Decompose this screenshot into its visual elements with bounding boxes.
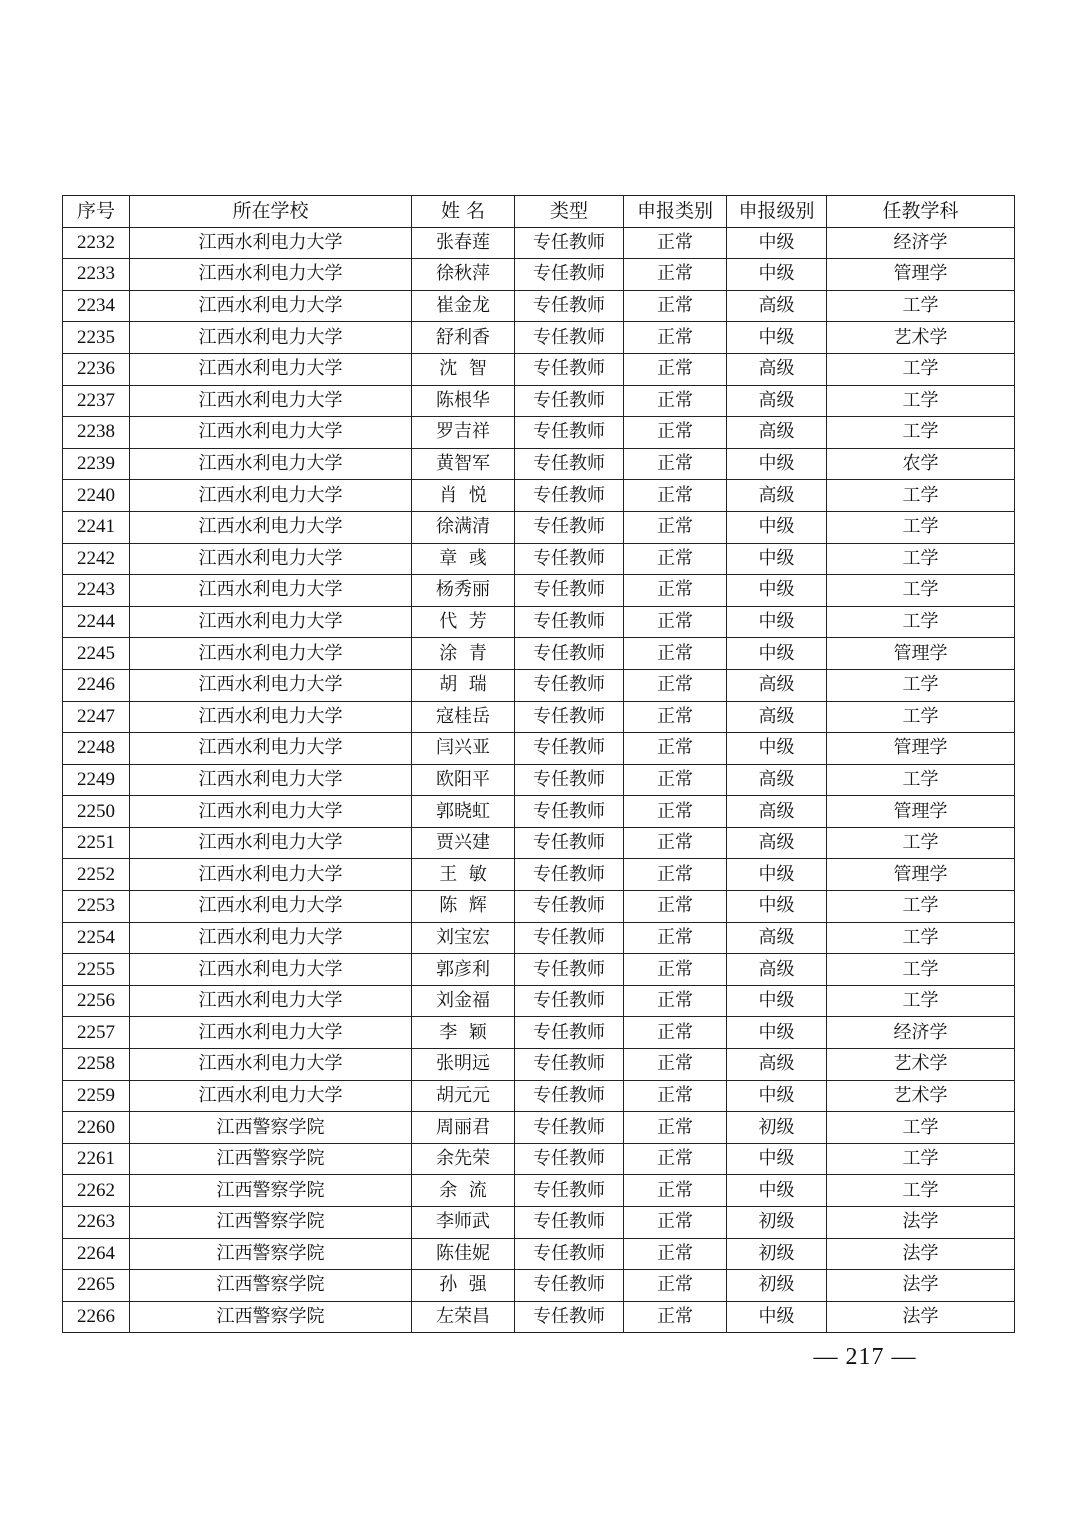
cell-apply-category: 正常: [624, 417, 727, 449]
cell-school: 江西水利电力大学: [130, 1017, 412, 1049]
cell-seq: 2248: [63, 733, 130, 765]
cell-school: 江西水利电力大学: [130, 638, 412, 670]
cell-subject: 工学: [827, 669, 1015, 701]
cell-name: 左荣昌: [412, 1301, 515, 1333]
cell-subject: 工学: [827, 764, 1015, 796]
cell-apply-category: 正常: [624, 353, 727, 385]
cell-subject: 农学: [827, 448, 1015, 480]
cell-name: 郭晓虹: [412, 796, 515, 828]
cell-type: 专任教师: [515, 891, 624, 923]
cell-name: 孙 强: [412, 1270, 515, 1302]
cell-name: 崔金龙: [412, 290, 515, 322]
cell-school: 江西水利电力大学: [130, 1049, 412, 1081]
cell-seq: 2255: [63, 954, 130, 986]
cell-school: 江西警察学院: [130, 1112, 412, 1144]
cell-apply-category: 正常: [624, 1080, 727, 1112]
cell-school: 江西水利电力大学: [130, 985, 412, 1017]
cell-type: 专任教师: [515, 417, 624, 449]
cell-school: 江西水利电力大学: [130, 480, 412, 512]
table-row: [63, 1080, 1015, 1112]
header-apply-level: 申报级别: [727, 196, 827, 228]
cell-seq: 2252: [63, 859, 130, 891]
cell-seq: 2266: [63, 1301, 130, 1333]
cell-name: 陈根华: [412, 385, 515, 417]
cell-apply-level: 中级: [727, 859, 827, 891]
cell-type: 专任教师: [515, 1017, 624, 1049]
cell-apply-category: 正常: [624, 638, 727, 670]
cell-apply-level: 中级: [727, 1143, 827, 1175]
table-row: [63, 827, 1015, 859]
cell-type: 专任教师: [515, 606, 624, 638]
table-row: [63, 575, 1015, 607]
cell-school: 江西水利电力大学: [130, 259, 412, 291]
cell-name: 张春莲: [412, 227, 515, 259]
cell-school: 江西水利电力大学: [130, 954, 412, 986]
cell-subject: 工学: [827, 1175, 1015, 1207]
cell-apply-category: 正常: [624, 796, 727, 828]
cell-apply-category: 正常: [624, 227, 727, 259]
cell-apply-category: 正常: [624, 1301, 727, 1333]
cell-name: 李师武: [412, 1207, 515, 1239]
cell-seq: 2265: [63, 1270, 130, 1302]
cell-seq: 2244: [63, 606, 130, 638]
cell-apply-level: 高级: [727, 922, 827, 954]
table-row: [63, 385, 1015, 417]
cell-type: 专任教师: [515, 638, 624, 670]
cell-apply-level: 初级: [727, 1207, 827, 1239]
cell-type: 专任教师: [515, 543, 624, 575]
cell-type: 专任教师: [515, 322, 624, 354]
cell-name: 杨秀丽: [412, 575, 515, 607]
cell-apply-level: 初级: [727, 1270, 827, 1302]
cell-seq: 2260: [63, 1112, 130, 1144]
cell-school: 江西水利电力大学: [130, 543, 412, 575]
cell-type: 专任教师: [515, 1112, 624, 1144]
cell-apply-level: 高级: [727, 353, 827, 385]
cell-school: 江西水利电力大学: [130, 227, 412, 259]
cell-type: 专任教师: [515, 1270, 624, 1302]
cell-school: 江西水利电力大学: [130, 575, 412, 607]
cell-name: 肖 悦: [412, 480, 515, 512]
cell-name: 余先荣: [412, 1143, 515, 1175]
cell-type: 专任教师: [515, 1175, 624, 1207]
cell-school: 江西警察学院: [130, 1238, 412, 1270]
cell-name: 闫兴亚: [412, 733, 515, 765]
cell-school: 江西水利电力大学: [130, 511, 412, 543]
cell-type: 专任教师: [515, 385, 624, 417]
cell-apply-category: 正常: [624, 290, 727, 322]
cell-seq: 2243: [63, 575, 130, 607]
cell-type: 专任教师: [515, 827, 624, 859]
cell-seq: 2239: [63, 448, 130, 480]
cell-apply-level: 高级: [727, 417, 827, 449]
cell-seq: 2253: [63, 891, 130, 923]
table-row: [63, 543, 1015, 575]
cell-type: 专任教师: [515, 1238, 624, 1270]
cell-apply-category: 正常: [624, 954, 727, 986]
table-row: [63, 1049, 1015, 1081]
cell-subject: 工学: [827, 1143, 1015, 1175]
cell-apply-category: 正常: [624, 1112, 727, 1144]
table-row: [63, 227, 1015, 259]
cell-apply-category: 正常: [624, 385, 727, 417]
cell-seq: 2236: [63, 353, 130, 385]
header-seq: 序号: [63, 196, 130, 228]
cell-type: 专任教师: [515, 764, 624, 796]
cell-name: 王 敏: [412, 859, 515, 891]
cell-school: 江西警察学院: [130, 1301, 412, 1333]
cell-apply-category: 正常: [624, 1143, 727, 1175]
table-row: [63, 322, 1015, 354]
cell-name: 郭彦利: [412, 954, 515, 986]
cell-name: 刘金福: [412, 985, 515, 1017]
cell-subject: 艺术学: [827, 1049, 1015, 1081]
cell-seq: 2258: [63, 1049, 130, 1081]
cell-subject: 艺术学: [827, 322, 1015, 354]
cell-subject: 工学: [827, 922, 1015, 954]
cell-apply-category: 正常: [624, 259, 727, 291]
cell-subject: 工学: [827, 480, 1015, 512]
cell-school: 江西水利电力大学: [130, 827, 412, 859]
cell-name: 寇桂岳: [412, 701, 515, 733]
table-row: [63, 290, 1015, 322]
cell-subject: 工学: [827, 985, 1015, 1017]
cell-type: 专任教师: [515, 796, 624, 828]
cell-seq: 2261: [63, 1143, 130, 1175]
cell-seq: 2247: [63, 701, 130, 733]
cell-school: 江西水利电力大学: [130, 891, 412, 923]
table-row: [63, 1238, 1015, 1270]
cell-subject: 经济学: [827, 227, 1015, 259]
table-row: [63, 701, 1015, 733]
cell-apply-level: 高级: [727, 480, 827, 512]
cell-apply-level: 初级: [727, 1238, 827, 1270]
cell-name: 刘宝宏: [412, 922, 515, 954]
table-row: [63, 985, 1015, 1017]
page-number: — 217 —: [813, 1344, 917, 1370]
roster-table: [62, 195, 1015, 1333]
table-row: [63, 1270, 1015, 1302]
table-row: [63, 1175, 1015, 1207]
cell-type: 专任教师: [515, 575, 624, 607]
cell-apply-level: 中级: [727, 511, 827, 543]
cell-school: 江西水利电力大学: [130, 733, 412, 765]
cell-seq: 2234: [63, 290, 130, 322]
cell-apply-category: 正常: [624, 764, 727, 796]
cell-name: 李 颖: [412, 1017, 515, 1049]
cell-seq: 2251: [63, 827, 130, 859]
cell-seq: 2259: [63, 1080, 130, 1112]
header-type: 类型: [515, 196, 624, 228]
cell-name: 沈 智: [412, 353, 515, 385]
cell-name: 胡元元: [412, 1080, 515, 1112]
cell-type: 专任教师: [515, 1143, 624, 1175]
cell-apply-level: 高级: [727, 701, 827, 733]
table-row: [63, 922, 1015, 954]
cell-seq: 2232: [63, 227, 130, 259]
cell-apply-level: 中级: [727, 1017, 827, 1049]
cell-apply-category: 正常: [624, 1270, 727, 1302]
cell-apply-category: 正常: [624, 859, 727, 891]
cell-type: 专任教师: [515, 922, 624, 954]
cell-apply-category: 正常: [624, 1238, 727, 1270]
cell-apply-category: 正常: [624, 733, 727, 765]
table-row: [63, 733, 1015, 765]
cell-name: 陈 辉: [412, 891, 515, 923]
cell-school: 江西警察学院: [130, 1270, 412, 1302]
cell-apply-level: 初级: [727, 1112, 827, 1144]
cell-apply-category: 正常: [624, 606, 727, 638]
cell-seq: 2237: [63, 385, 130, 417]
table-row: [63, 796, 1015, 828]
cell-apply-level: 中级: [727, 322, 827, 354]
cell-apply-level: 高级: [727, 1049, 827, 1081]
cell-seq: 2264: [63, 1238, 130, 1270]
cell-apply-level: 中级: [727, 638, 827, 670]
cell-type: 专任教师: [515, 1080, 624, 1112]
cell-subject: 工学: [827, 1112, 1015, 1144]
table-row: [63, 1143, 1015, 1175]
cell-apply-category: 正常: [624, 448, 727, 480]
cell-school: 江西水利电力大学: [130, 796, 412, 828]
cell-seq: 2245: [63, 638, 130, 670]
cell-school: 江西水利电力大学: [130, 764, 412, 796]
cell-name: 陈佳妮: [412, 1238, 515, 1270]
cell-school: 江西警察学院: [130, 1175, 412, 1207]
cell-seq: 2246: [63, 669, 130, 701]
cell-seq: 2242: [63, 543, 130, 575]
table-row: [63, 259, 1015, 291]
cell-subject: 法学: [827, 1207, 1015, 1239]
cell-school: 江西水利电力大学: [130, 922, 412, 954]
cell-apply-category: 正常: [624, 1017, 727, 1049]
cell-name: 章 彧: [412, 543, 515, 575]
cell-apply-level: 高级: [727, 764, 827, 796]
cell-apply-category: 正常: [624, 511, 727, 543]
cell-name: 代 芳: [412, 606, 515, 638]
cell-apply-category: 正常: [624, 891, 727, 923]
cell-seq: 2240: [63, 480, 130, 512]
cell-subject: 工学: [827, 417, 1015, 449]
table-body: [63, 227, 1015, 1333]
cell-subject: 管理学: [827, 796, 1015, 828]
table-row: [63, 1017, 1015, 1049]
cell-type: 专任教师: [515, 353, 624, 385]
cell-type: 专任教师: [515, 227, 624, 259]
table-row: [63, 891, 1015, 923]
header-school: 所在学校: [130, 196, 412, 228]
table-row: [63, 353, 1015, 385]
cell-subject: 工学: [827, 511, 1015, 543]
cell-school: 江西水利电力大学: [130, 353, 412, 385]
cell-apply-category: 正常: [624, 701, 727, 733]
cell-apply-category: 正常: [624, 1049, 727, 1081]
cell-school: 江西水利电力大学: [130, 385, 412, 417]
cell-type: 专任教师: [515, 290, 624, 322]
cell-subject: 工学: [827, 606, 1015, 638]
cell-seq: 2257: [63, 1017, 130, 1049]
cell-apply-category: 正常: [624, 1175, 727, 1207]
cell-subject: 工学: [827, 290, 1015, 322]
cell-school: 江西水利电力大学: [130, 290, 412, 322]
cell-type: 专任教师: [515, 701, 624, 733]
cell-apply-category: 正常: [624, 480, 727, 512]
cell-apply-level: 中级: [727, 733, 827, 765]
cell-school: 江西警察学院: [130, 1143, 412, 1175]
cell-subject: 艺术学: [827, 1080, 1015, 1112]
cell-subject: 管理学: [827, 638, 1015, 670]
cell-apply-level: 中级: [727, 1301, 827, 1333]
cell-subject: 管理学: [827, 259, 1015, 291]
cell-school: 江西水利电力大学: [130, 701, 412, 733]
cell-school: 江西水利电力大学: [130, 448, 412, 480]
cell-apply-level: 高级: [727, 796, 827, 828]
cell-name: 罗吉祥: [412, 417, 515, 449]
cell-type: 专任教师: [515, 859, 624, 891]
cell-seq: 2262: [63, 1175, 130, 1207]
cell-name: 徐满清: [412, 511, 515, 543]
cell-school: 江西水利电力大学: [130, 322, 412, 354]
cell-seq: 2241: [63, 511, 130, 543]
cell-name: 余 流: [412, 1175, 515, 1207]
cell-name: 周丽君: [412, 1112, 515, 1144]
table-row: [63, 669, 1015, 701]
cell-subject: 法学: [827, 1270, 1015, 1302]
cell-school: 江西水利电力大学: [130, 417, 412, 449]
cell-apply-level: 高级: [727, 385, 827, 417]
cell-apply-level: 中级: [727, 448, 827, 480]
cell-subject: 法学: [827, 1301, 1015, 1333]
cell-subject: 工学: [827, 353, 1015, 385]
cell-apply-category: 正常: [624, 669, 727, 701]
cell-seq: 2263: [63, 1207, 130, 1239]
table-row: [63, 764, 1015, 796]
cell-type: 专任教师: [515, 669, 624, 701]
cell-school: 江西水利电力大学: [130, 859, 412, 891]
cell-apply-level: 中级: [727, 606, 827, 638]
cell-subject: 管理学: [827, 733, 1015, 765]
cell-apply-category: 正常: [624, 827, 727, 859]
cell-school: 江西水利电力大学: [130, 1080, 412, 1112]
header-row: [63, 196, 1015, 228]
cell-subject: 工学: [827, 575, 1015, 607]
cell-subject: 管理学: [827, 859, 1015, 891]
cell-apply-category: 正常: [624, 922, 727, 954]
cell-school: 江西警察学院: [130, 1207, 412, 1239]
cell-name: 黄智军: [412, 448, 515, 480]
header-subject: 任教学科: [827, 196, 1015, 228]
cell-type: 专任教师: [515, 259, 624, 291]
cell-apply-level: 中级: [727, 985, 827, 1017]
cell-apply-level: 高级: [727, 827, 827, 859]
cell-name: 欧阳平: [412, 764, 515, 796]
table-row: [63, 1112, 1015, 1144]
table-row: [63, 606, 1015, 638]
cell-apply-level: 中级: [727, 1080, 827, 1112]
table-row: [63, 1301, 1015, 1333]
cell-type: 专任教师: [515, 448, 624, 480]
cell-school: 江西水利电力大学: [130, 669, 412, 701]
cell-subject: 工学: [827, 891, 1015, 923]
cell-apply-level: 中级: [727, 543, 827, 575]
cell-seq: 2254: [63, 922, 130, 954]
table-row: [63, 954, 1015, 986]
cell-seq: 2250: [63, 796, 130, 828]
cell-apply-level: 中级: [727, 891, 827, 923]
cell-subject: 工学: [827, 954, 1015, 986]
cell-seq: 2256: [63, 985, 130, 1017]
cell-type: 专任教师: [515, 1049, 624, 1081]
header-apply-category: 申报类别: [624, 196, 727, 228]
cell-name: 徐秋萍: [412, 259, 515, 291]
cell-type: 专任教师: [515, 511, 624, 543]
table-row: [63, 480, 1015, 512]
cell-subject: 法学: [827, 1238, 1015, 1270]
cell-subject: 工学: [827, 385, 1015, 417]
cell-apply-category: 正常: [624, 985, 727, 1017]
header-name: 姓 名: [412, 196, 515, 228]
cell-apply-level: 中级: [727, 227, 827, 259]
cell-type: 专任教师: [515, 480, 624, 512]
cell-name: 舒利香: [412, 322, 515, 354]
cell-apply-level: 高级: [727, 669, 827, 701]
table-row: [63, 448, 1015, 480]
cell-apply-category: 正常: [624, 575, 727, 607]
cell-apply-category: 正常: [624, 1207, 727, 1239]
cell-apply-level: 高级: [727, 954, 827, 986]
cell-subject: 工学: [827, 543, 1015, 575]
cell-subject: 经济学: [827, 1017, 1015, 1049]
table-header: [63, 196, 1015, 228]
cell-subject: 工学: [827, 701, 1015, 733]
cell-apply-level: 高级: [727, 290, 827, 322]
cell-seq: 2235: [63, 322, 130, 354]
cell-type: 专任教师: [515, 954, 624, 986]
cell-seq: 2238: [63, 417, 130, 449]
table-row: [63, 511, 1015, 543]
cell-type: 专任教师: [515, 985, 624, 1017]
cell-name: 张明远: [412, 1049, 515, 1081]
cell-name: 胡 瑞: [412, 669, 515, 701]
cell-name: 涂 青: [412, 638, 515, 670]
table-row: [63, 417, 1015, 449]
table-row: [63, 1207, 1015, 1239]
cell-subject: 工学: [827, 827, 1015, 859]
table-row: [63, 638, 1015, 670]
cell-apply-category: 正常: [624, 543, 727, 575]
cell-apply-level: 中级: [727, 259, 827, 291]
cell-seq: 2249: [63, 764, 130, 796]
cell-school: 江西水利电力大学: [130, 606, 412, 638]
cell-apply-category: 正常: [624, 322, 727, 354]
cell-type: 专任教师: [515, 733, 624, 765]
cell-apply-level: 中级: [727, 575, 827, 607]
cell-type: 专任教师: [515, 1207, 624, 1239]
cell-apply-level: 中级: [727, 1175, 827, 1207]
cell-name: 贾兴建: [412, 827, 515, 859]
table-row: [63, 859, 1015, 891]
cell-type: 专任教师: [515, 1301, 624, 1333]
cell-seq: 2233: [63, 259, 130, 291]
